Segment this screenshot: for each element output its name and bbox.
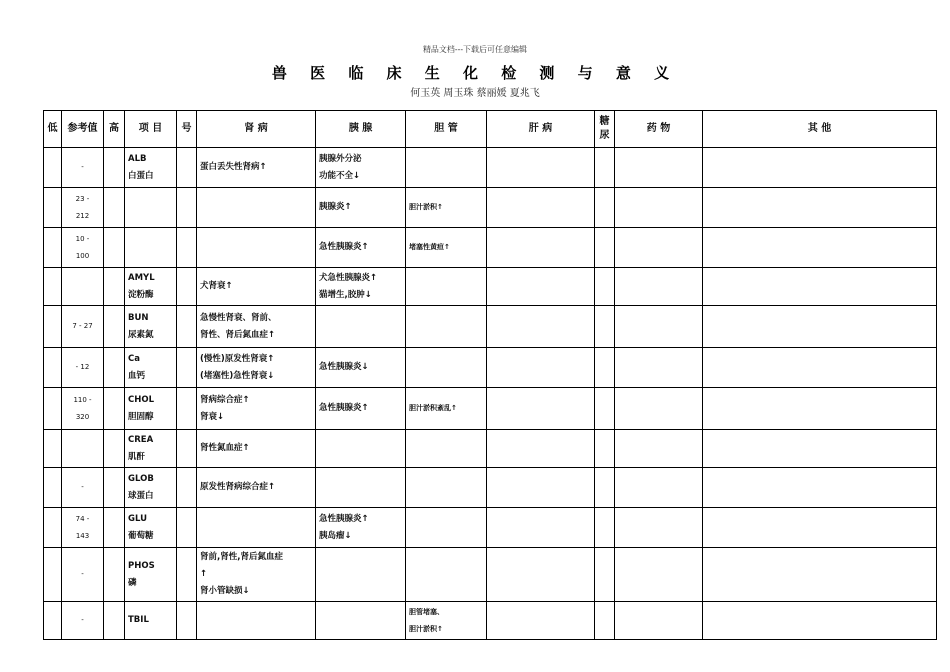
cell-kidney [197,306,316,348]
cell-other [703,148,937,188]
cell-diabetes [595,148,615,188]
cell-ref-line: 23 - [75,194,90,203]
cell-low [44,268,62,306]
cell-item [125,508,177,548]
cell-low [44,148,62,188]
cell-ref-line: - [81,616,84,624]
cell-ref-line: 10 - [75,234,90,243]
cell-pancreas-line: 急性胰腺炎↑ [319,513,369,524]
col-high: 高 [104,111,125,148]
table-header-row [44,111,937,148]
cell-diabetes [595,548,615,602]
col-kidney: 肾 病 [197,111,316,148]
cell-no [177,228,197,268]
cell-kidney-line: 肾性、肾后氮血症↑ [200,329,276,340]
cell-no [177,388,197,430]
cell-liver [487,548,595,602]
col-no: 号 [177,111,197,148]
cell-ref-line: 320 [75,412,90,421]
cell-high [104,306,125,348]
table-row [44,388,937,430]
cell-low [44,188,62,228]
cell-kidney-line: (堵塞性)急性肾衰↓ [200,370,275,381]
cell-liver [487,508,595,548]
table-row [44,228,937,268]
cell-ref [62,468,104,508]
cell-pancreas-line: 功能不全↓ [319,170,361,181]
cell-drug [615,148,703,188]
table-row [44,468,937,508]
cell-no [177,508,197,548]
cell-item-line: TBIL [128,615,149,625]
cell-kidney [197,602,316,640]
cell-pancreas [316,148,406,188]
cell-kidney [197,188,316,228]
cell-pancreas [316,508,406,548]
cell-ref [62,148,104,188]
cell-ref [62,306,104,348]
cell-other [703,348,937,388]
cell-pancreas-line: 急性胰腺炎↑ [319,242,369,252]
cell-pancreas-line: 猫增生,胶肿↓ [319,289,372,300]
cell-ref [62,388,104,430]
cell-bile [406,228,487,268]
cell-item [125,268,177,306]
cell-item-line: GLOB [128,473,154,484]
cell-ref-line: - [81,483,84,491]
cell-ref [62,188,104,228]
col-pancreas: 胰 腺 [316,111,406,148]
cell-kidney [197,228,316,268]
cell-pancreas-line: 胰岛瘤↓ [319,530,352,541]
cell-drug [615,548,703,602]
cell-diabetes [595,468,615,508]
cell-drug [615,348,703,388]
cell-item-line: 球蛋白 [128,490,154,501]
cell-pancreas [316,188,406,228]
cell-item-line: AMYL [128,272,155,283]
cell-low [44,348,62,388]
document-authors: 何玉英 周玉珠 蔡丽媛 夏兆飞 [410,88,540,99]
cell-item [125,430,177,468]
cell-liver [487,148,595,188]
cell-drug [615,468,703,508]
cell-ref [62,268,104,306]
cell-other [703,468,937,508]
cell-item-line: 磷 [128,577,137,588]
cell-kidney [197,430,316,468]
cell-kidney-line: 肾小管缺损↓ [200,586,250,596]
cell-kidney-line: (慢性)原发性肾衰↑ [200,353,275,364]
cell-bile [406,306,487,348]
cell-pancreas [316,468,406,508]
cell-ref-line: - [81,163,84,171]
cell-bile [406,268,487,306]
cell-item-line: 白蛋白 [128,170,154,181]
cell-bile [406,430,487,468]
cell-low [44,430,62,468]
table-row [44,548,937,602]
cell-bile-line: 胆汁淤积↑ [409,624,443,633]
cell-liver [487,602,595,640]
cell-kidney-line: 犬肾衰↑ [200,281,233,291]
cell-kidney-line: ↑ [200,569,208,579]
cell-drug [615,228,703,268]
cell-item-line: 胆固醇 [128,411,154,422]
cell-bile [406,602,487,640]
cell-pancreas-line: 犬急性胰腺炎↑ [319,272,378,283]
cell-other [703,228,937,268]
col-liver: 肝 病 [487,111,595,148]
cell-ref [62,508,104,548]
table-row [44,430,937,468]
cell-item-line: GLU [128,513,147,524]
cell-item [125,148,177,188]
cell-kidney [197,148,316,188]
cell-low [44,508,62,548]
cell-ref-line: - 12 [75,363,90,371]
cell-item [125,602,177,640]
table-row [44,306,937,348]
cell-low [44,228,62,268]
cell-item-line: CREA [128,434,154,445]
cell-drug [615,388,703,430]
cell-pancreas [316,228,406,268]
document-title: 兽 医 临 床 生 化 检 测 与 意 义 [271,64,679,82]
cell-item-line: 葡萄糖 [128,530,154,541]
col-drug: 药 物 [615,111,703,148]
col-item: 项 目 [125,111,177,148]
cell-item [125,188,177,228]
cell-no [177,430,197,468]
cell-item-line: BUN [128,312,149,323]
cell-liver [487,306,595,348]
cell-diabetes [595,602,615,640]
cell-kidney [197,388,316,430]
cell-pancreas [316,388,406,430]
cell-pancreas-line: 胰腺炎↑ [319,202,352,212]
cell-kidney-line: 蛋白丢失性肾病↑ [200,162,267,172]
cell-ref-line: 100 [75,251,90,260]
cell-high [104,602,125,640]
cell-ref-line: 110 - [73,395,92,404]
cell-kidney-line: 急慢性肾衰、肾前、 [200,312,277,323]
cell-no [177,188,197,228]
cell-ref-line: 212 [75,211,90,220]
cell-kidney [197,268,316,306]
cell-ref-line: 74 - [75,514,90,523]
cell-high [104,228,125,268]
cell-drug [615,508,703,548]
cell-kidney-line: 肾前,肾性,肾后氮血症 [200,552,283,562]
cell-pancreas [316,548,406,602]
cell-drug [615,306,703,348]
col-ref: 参考值 [62,111,104,148]
cell-pancreas [316,306,406,348]
cell-bile [406,388,487,430]
cell-liver [487,468,595,508]
cell-liver [487,188,595,228]
cell-ref-line: 7 - 27 [72,322,93,330]
cell-item-line: ALB [128,153,147,164]
cell-kidney-line: 原发性肾病综合症↑ [200,482,276,492]
cell-bile [406,508,487,548]
cell-no [177,148,197,188]
cell-pancreas [316,602,406,640]
cell-pancreas [316,430,406,468]
cell-kidney-line: 肾性氮血症↑ [200,443,250,453]
cell-bile [406,468,487,508]
cell-pancreas-line: 急性胰腺炎↓ [319,362,369,372]
cell-high [104,388,125,430]
cell-diabetes [595,348,615,388]
col-other: 其 他 [703,111,937,148]
cell-item-line: CHOL [128,394,154,405]
cell-high [104,508,125,548]
cell-diabetes [595,268,615,306]
cell-liver [487,228,595,268]
cell-kidney-line: 肾病综合症↑ [200,394,250,405]
cell-pancreas [316,268,406,306]
cell-kidney [197,548,316,602]
cell-low [44,306,62,348]
cell-bile-line: 胆管堵塞、 [409,607,444,616]
table-row [44,602,937,640]
cell-low [44,388,62,430]
cell-ref [62,602,104,640]
cell-liver [487,268,595,306]
cell-ref [62,228,104,268]
cell-drug [615,430,703,468]
cell-pancreas [316,348,406,388]
cell-high [104,188,125,228]
header-note: 精品文档---下载后可任意编辑 [422,45,528,54]
cell-item [125,468,177,508]
cell-diabetes [595,388,615,430]
cell-low [44,468,62,508]
cell-bile-line: 胆汁淤积紊乱↑ [409,404,457,412]
cell-high [104,348,125,388]
cell-no [177,602,197,640]
cell-item-line: Ca [128,353,140,364]
cell-no [177,268,197,306]
cell-no [177,548,197,602]
cell-liver [487,348,595,388]
cell-drug [615,188,703,228]
cell-pancreas-line: 胰腺外分泌 [319,153,362,164]
cell-low [44,548,62,602]
table-row [44,268,937,306]
cell-diabetes [595,508,615,548]
biochem-table [43,110,937,640]
cell-bile [406,188,487,228]
cell-item-line: 淀粉酶 [128,289,154,300]
table-row [44,508,937,548]
cell-high [104,548,125,602]
cell-high [104,468,125,508]
cell-other [703,602,937,640]
cell-bile [406,548,487,602]
cell-diabetes [595,188,615,228]
cell-item [125,228,177,268]
cell-high [104,268,125,306]
cell-liver [487,388,595,430]
col-low: 低 [44,111,62,148]
table-row [44,348,937,388]
cell-diabetes [595,430,615,468]
cell-item [125,388,177,430]
cell-ref-line: - [81,570,84,578]
cell-ref-line: 143 [75,531,90,540]
cell-kidney-line: 肾衰↓ [200,411,225,422]
cell-item-line: 血钙 [128,370,146,381]
cell-item-line: PHOS [128,560,155,571]
cell-item [125,548,177,602]
cell-bile [406,148,487,188]
col-bile: 胆 管 [406,111,487,148]
cell-high [104,430,125,468]
cell-diabetes [595,228,615,268]
cell-no [177,468,197,508]
cell-other [703,508,937,548]
cell-other [703,306,937,348]
cell-other [703,548,937,602]
cell-other [703,268,937,306]
cell-liver [487,430,595,468]
cell-other [703,388,937,430]
cell-item [125,348,177,388]
cell-item [125,306,177,348]
cell-kidney [197,468,316,508]
cell-item-line: 尿素氮 [128,329,154,340]
cell-drug [615,602,703,640]
cell-kidney [197,348,316,388]
cell-diabetes [595,306,615,348]
cell-other [703,188,937,228]
cell-item-line: 肌酐 [128,451,146,462]
cell-bile [406,348,487,388]
cell-ref [62,430,104,468]
table-body [44,148,937,640]
cell-ref [62,548,104,602]
col-diabetes: 糖尿 [595,111,615,148]
cell-no [177,306,197,348]
cell-kidney [197,508,316,548]
cell-pancreas-line: 急性胰腺炎↑ [319,403,369,413]
cell-ref [62,348,104,388]
cell-other [703,430,937,468]
table-row [44,148,937,188]
cell-no [177,348,197,388]
cell-high [104,148,125,188]
cell-bile-line: 堵塞性黄疸↑ [409,243,450,251]
table-row [44,188,937,228]
cell-drug [615,268,703,306]
cell-bile-line: 胆汁淤积↑ [409,203,443,211]
cell-low [44,602,62,640]
